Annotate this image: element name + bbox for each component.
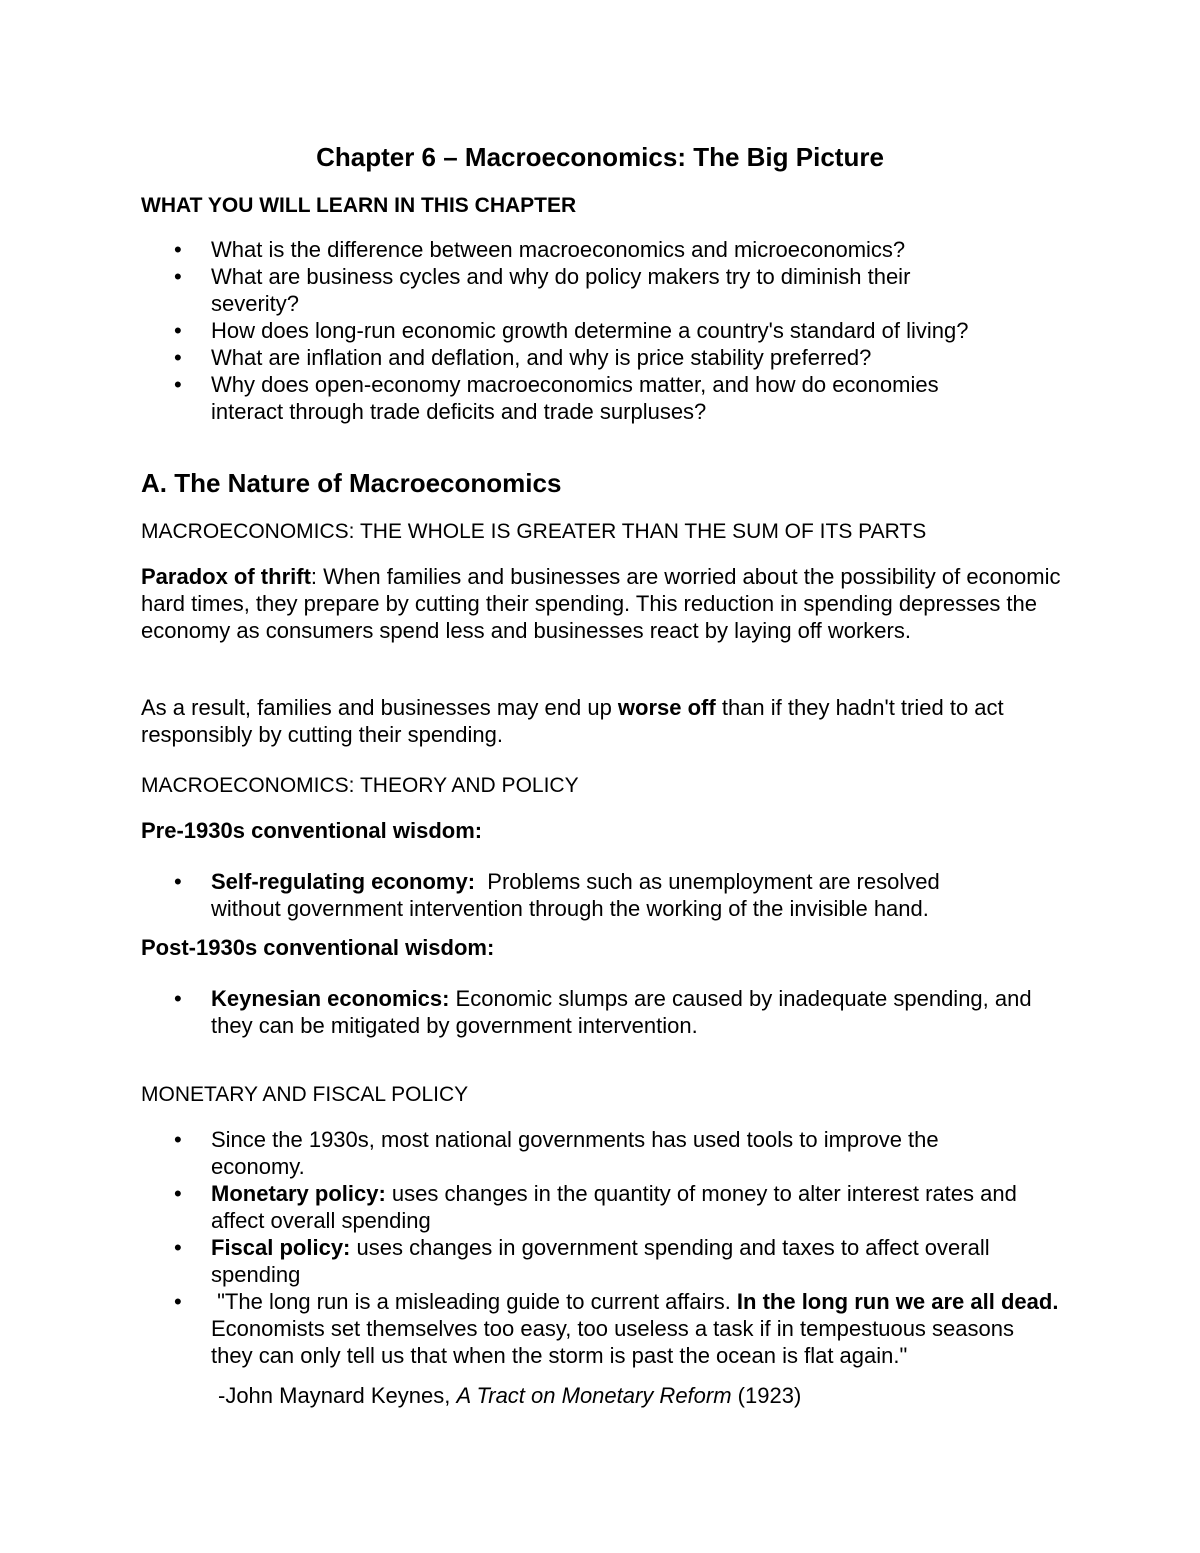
bullet-icon: • bbox=[174, 869, 182, 894]
fiscal-policy-term: Fiscal policy: bbox=[211, 1235, 351, 1260]
learn-item: How does long-run economic growth determine a country's standard of living? bbox=[211, 318, 969, 343]
result-paragraph bbox=[141, 694, 1041, 748]
quote-attribution bbox=[218, 1382, 801, 1409]
fiscal-policy-item bbox=[211, 1234, 1051, 1288]
result-text-end: than if they hadn't tried to act responsibly by cutting their spending. bbox=[141, 695, 1004, 747]
post-1930s-heading: Post-1930s conventional wisdom: bbox=[141, 935, 495, 960]
bullet-icon: • bbox=[174, 1235, 182, 1260]
bullet-icon: • bbox=[174, 1289, 182, 1314]
self-regulating-item bbox=[211, 868, 1011, 922]
result-bold: worse off bbox=[617, 695, 716, 720]
bullet-icon: • bbox=[174, 264, 182, 289]
bullet-icon: • bbox=[174, 986, 182, 1011]
attribution-year: (1923) bbox=[731, 1383, 802, 1408]
subsection-heading: MACROECONOMICS: THEORY AND POLICY bbox=[141, 774, 579, 797]
page-title: Chapter 6 – Macroeconomics: The Big Picture bbox=[316, 142, 884, 172]
monetary-policy-item bbox=[211, 1180, 1041, 1234]
subsection-heading: MACROECONOMICS: THE WHOLE IS GREATER THAN THE SUM OF ITS PARTS bbox=[141, 520, 927, 543]
paradox-paragraph bbox=[141, 563, 1061, 644]
bullet-icon: • bbox=[174, 372, 182, 397]
learn-heading: WHAT YOU WILL LEARN IN THIS CHAPTER bbox=[141, 194, 577, 217]
fiscal-policy-text: uses changes in government spending and taxes to affect overall spending bbox=[211, 1235, 990, 1287]
learn-item: Why does open-economy macroeconomics matter, and how do economies interact through trade deficits and trade surpluses? bbox=[211, 372, 939, 424]
monetary-policy-text: uses changes in the quantity of money to alter interest rates and affect overall spending bbox=[211, 1181, 1017, 1233]
learn-item: What are business cycles and why do policy makers try to diminish their severity? bbox=[211, 264, 911, 316]
keynesian-text: Economic slumps are caused by inadequate spending, and they can be mitigated by government intervention. bbox=[211, 986, 1032, 1038]
bullet-icon: • bbox=[174, 1127, 182, 1152]
keynesian-term: Keynesian economics: bbox=[211, 986, 450, 1011]
quote-bold: In the long run we are all dead. bbox=[736, 1289, 1059, 1314]
quote-text-end: Economists set themselves too easy, too useless a task if in tempestuous seasons they can only tell us that when the storm is past the ocean is flat again." bbox=[211, 1316, 1014, 1368]
bullet-icon: • bbox=[174, 1181, 182, 1206]
keynesian-item bbox=[211, 985, 1061, 1039]
section-heading: A. The Nature of Macroeconomics bbox=[141, 468, 562, 498]
bullet-icon: • bbox=[174, 345, 182, 370]
learn-item: What are inflation and deflation, and why is price stability preferred? bbox=[211, 345, 872, 370]
monetary-policy-term: Monetary policy: bbox=[211, 1181, 386, 1206]
bullet-icon: • bbox=[174, 318, 182, 343]
paradox-text: : When families and businesses are worried about the possibility of economic hard times, they prepare by cutting their spending. This reduction in spending depresses the economy as consumers spend less and businesses react by laying off workers. bbox=[141, 564, 1061, 643]
attribution-author: -John Maynard Keynes, bbox=[218, 1383, 457, 1408]
paradox-term: Paradox of thrift bbox=[141, 564, 311, 589]
quote-text-start: "The long run is a misleading guide to current affairs. bbox=[211, 1289, 737, 1314]
pre-1930s-heading: Pre-1930s conventional wisdom: bbox=[141, 818, 483, 843]
attribution-work: A Tract on Monetary Reform bbox=[456, 1383, 732, 1408]
policy-item: Since the 1930s, most national governments has used tools to improve the economy. bbox=[211, 1127, 939, 1179]
bullet-icon: • bbox=[174, 237, 182, 262]
self-regulating-term: Self-regulating economy: bbox=[211, 869, 476, 894]
keynes-quote-item bbox=[211, 1288, 1061, 1369]
learn-item: What is the difference between macroeconomics and microeconomics? bbox=[211, 237, 906, 262]
self-regulating-text: Problems such as unemployment are resolved without government intervention through the working of the invisible hand. bbox=[211, 869, 946, 921]
subsection-heading: MONETARY AND FISCAL POLICY bbox=[141, 1083, 469, 1106]
result-text-start: As a result, families and businesses may end up bbox=[141, 695, 618, 720]
